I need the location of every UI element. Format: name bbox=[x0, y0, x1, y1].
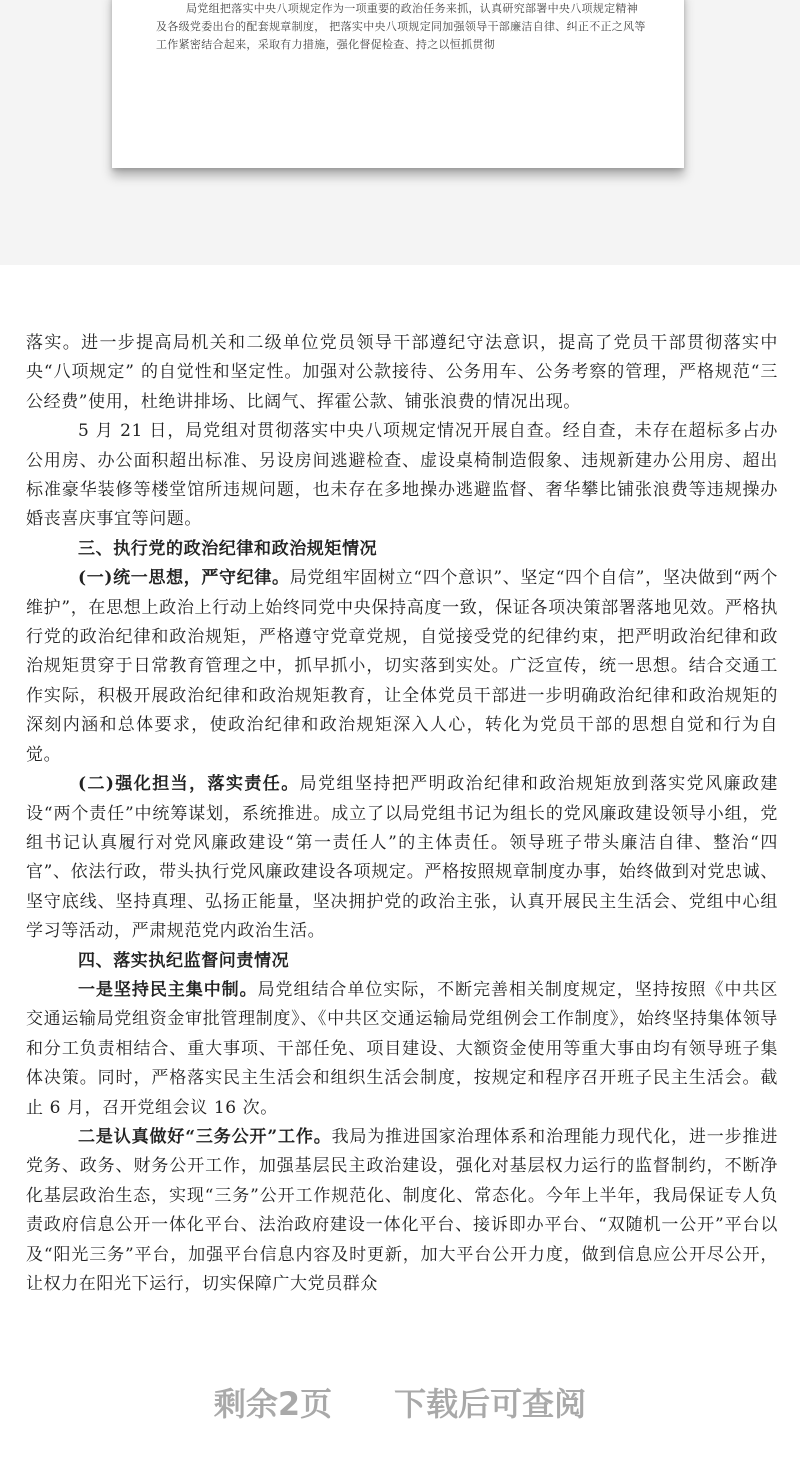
paragraph-3-text: 局党组牢固树立“四个意识”、坚定“四个自信”，坚决做到“两个维护”，在思想上政治上行动上始终同党中央保持高度一致，保证各项决策部署落地见效。严格执行党的政治纪律和政治规矩，严格遵守党章党规，自觉接受党的纪律约束，把严明政治纪律和政治规矩贯穿于日常教育管理之中，抓早抓小，切实落到实处。广泛宣传，统一思想。结合交通工作实际，积极开展政治纪律和政治规矩教育，让全体党员干部进一步明确政治纪律和政治规矩的深刻内涵和总体要求，使政治纪律和政治规矩深入人心，转化为党员干部的思想自觉和行为自觉。 bbox=[26, 568, 778, 765]
paragraph-2: 5 月 21 日，局党组对贯彻落实中央八项规定情况开展自查。经自查，未存在超标多占办公用房、办公面积超出标准、另设房间逃避检查、虚设桌椅制造假象、违规新建办公用房、超出标准豪华装修等楼堂馆所违规问题，也未存在多地操办逃避监督、奢华攀比铺张浪费等违规操办婚丧喜庆事宜等问题。 bbox=[26, 421, 778, 530]
remaining-pages-label[interactable]: 剩余2页 bbox=[213, 1385, 333, 1423]
preview-page-card bbox=[112, 0, 684, 168]
paragraph-5-text: 局党组结合单位实际，不断完善相关制度规定，坚持按照《中共区交通运输局党组资金审批管理制度》、《中共区交通运输局党组例会工作制度》，始终坚持集体领导和分工负责相结合、重大事项、干部任免、项目建设、大额资金使用等重大事由均有领导班子集体决策。同时，严格落实民主生活会和组织生活会制度，按规定和程序召开班子民主生活会。截止 6 月，召开党组会议 16 次。 bbox=[26, 979, 778, 1118]
document-body bbox=[26, 329, 778, 1299]
download-prompt[interactable] bbox=[0, 1378, 800, 1426]
paragraph-6-lead: 二是认真做好“三务公开”工作。 bbox=[78, 1126, 332, 1147]
paragraph-5 bbox=[26, 976, 778, 1123]
paragraph-3 bbox=[26, 564, 778, 770]
preview-text: 局党组把落实中央八项规定作为一项重要的政治任务来抓，认真研究部署中央八项规定精神及各级党委出台的配套规章制度， 把落实中央八项规定同加强领导干部廉洁自律、纠正不正之风等工作紧密结合起来，采取有力措施，强化督促检查、持之以恒抓贯彻 bbox=[156, 2, 646, 51]
paragraph-4-lead: (二)强化担当，落实责任。 bbox=[78, 774, 300, 795]
paragraph-6-text: 我局为推进国家治理体系和治理能力现代化，进一步推进党务、政务、财务公开工作，加强基层民主政治建设，强化对基层权力运行的监督制约，不断净化基层政治生态，实现“三务”公开工作规范化、制度化、常态化。今年上半年，我局保证专人负责政府信息公开一体化平台、法治政府建设一体化平台、接诉即办平台、“双随机一公开”平台以及“阳光三务”平台，加强平台信息内容及时更新，加大平台公开力度，做到信息应公开尽公开，让权力在阳光下运行，切实保障广大党员群众 bbox=[26, 1126, 778, 1294]
paragraph-5-lead: 一是坚持民主集中制。 bbox=[78, 979, 258, 1000]
preview-area bbox=[0, 0, 800, 265]
paragraph-1: 落实。进一步提高局机关和二级单位党员领导干部遵纪守法意识，提高了党员干部贯彻落实中央“八项规定” 的自觉性和坚定性。加强对公款接待、公务用车、公务考察的管理，严格规范“三公经费”使用，杜绝讲排场、比阔气、挥霍公款、铺张浪费的情况出现。 bbox=[26, 333, 778, 412]
paragraph-4-text: 局党组坚持把严明政治纪律和政治规矩放到落实党风廉政建设“两个责任”中统筹谋划，系统推进。成立了以局党组书记为组长的党风廉政建设领导小组，党组书记认真履行对党风廉政建设“第一责任人”的主体责任。领导班子带头廉洁自律、整治“四官”、依法行政，带头执行党风廉政建设各项规定。严格按照规章制度办事，始终做到对党忠诚、坚守底线、坚持真理、弘扬正能量，坚决拥护党的政治主张，认真开展民主生活会、党组中心组学习等活动，严肃规范党内政治生活。 bbox=[26, 774, 778, 942]
paragraph-4 bbox=[26, 770, 778, 946]
section-heading-4: 四、落实执纪监督问责情况 bbox=[78, 950, 290, 971]
paragraph-3-lead: (一)统一思想，严守纪律。 bbox=[78, 568, 290, 589]
section-heading-3: 三、执行党的政治纪律和政治规矩情况 bbox=[78, 538, 378, 559]
paragraph-6 bbox=[26, 1123, 778, 1299]
download-to-view-label[interactable]: 下载后可查阅 bbox=[394, 1385, 587, 1423]
